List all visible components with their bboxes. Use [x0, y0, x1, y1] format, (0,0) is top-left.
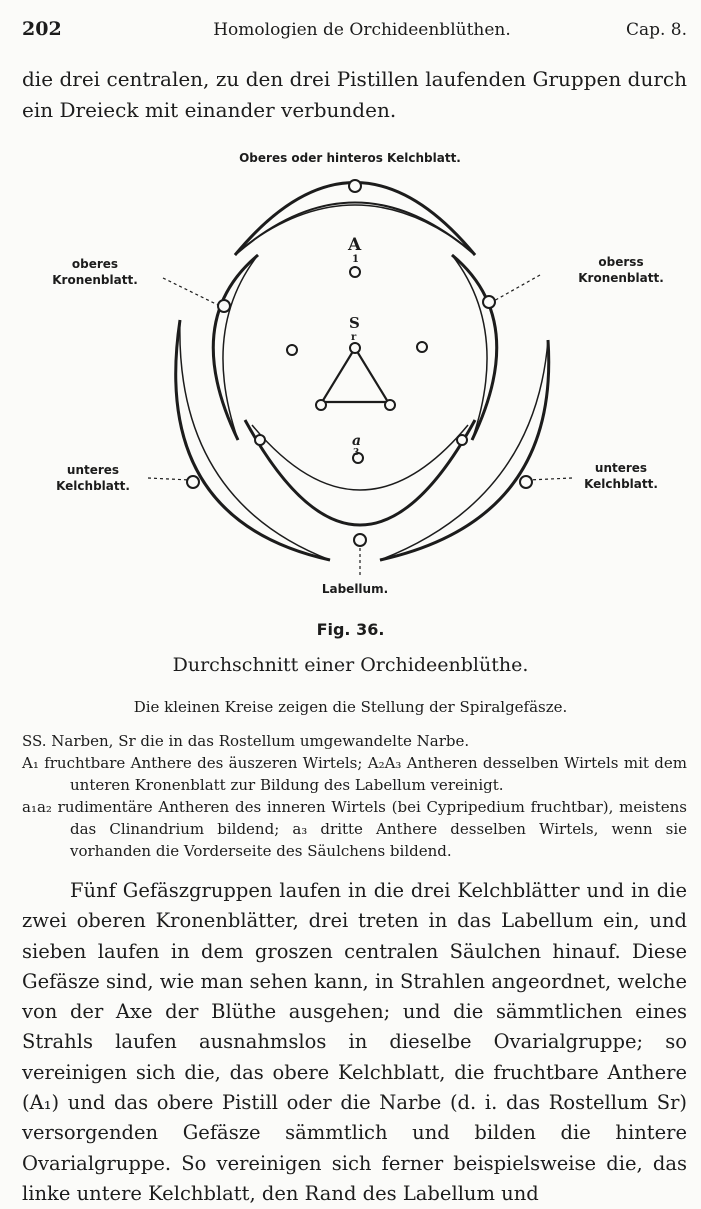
vessel-circle	[255, 435, 265, 445]
lower-right-sepal-crescent	[380, 340, 549, 560]
body-text	[22, 876, 687, 1209]
stigma-triangle	[322, 348, 388, 402]
label-upper-right-line: oberss Kronenblatt.	[578, 255, 664, 285]
label-upper-sepal: Oberes oder hinteros Kelchblatt.	[239, 151, 461, 165]
body-paragraph: Fünf Gefäszgruppen laufen in die drei Kelchblätter und in die zwei oberen Kronenblätter, drei treten in das Labellum ein, und sieben laufen in dem groszen centralen Säulchen hinauf. Diese Gefäsze sind, wie man sehen kann, in Strahlen angeordnet, welche von der Axe der Blüthe ausgehen; und die sämmtlichen eines Strahls laufen ausnahmslos in dieselbe Ovarialgruppe; so vereinigen sich die, das obere Kelchblatt, die fruchtbare Anthere (A₁) und das obere Pistill oder die Narbe (d. i. das Rostellum Sr) versorgenden Gefäsze sämmtlich und bilden die hintere Ovarialgruppe. So vereinigen sich ferner beispielsweise die, das linke untere Kelchblatt, den Rand des Labellum und	[22, 879, 687, 1205]
rostellum-r-mark: r	[351, 332, 357, 343]
anther-a3-sub: 3	[353, 448, 360, 458]
vessel-circle	[350, 343, 360, 353]
label-lower-right-line: unteres Kelchblatt.	[584, 461, 658, 491]
figure-caption: Durchschnitt einer Orchideenblüthe.	[172, 654, 529, 676]
vessel-circle	[483, 296, 495, 308]
anther-a1-mark: A	[348, 235, 362, 255]
legend-item: a₁a₂ rudimentäre Antheren des inneren Wirtels (bei Cypripedium fruchtbar), meistens das Clinandrium bildend; a₃ dritte Anthere desselben Wirtels, wenn sie vorhanden die Vorderseite des Säulchens bildend.	[22, 798, 687, 860]
label-upper-left-petal	[40, 256, 150, 288]
label-upper-right-petal	[566, 254, 676, 286]
chapter-label: Cap. 8.	[625, 20, 687, 40]
legend-item: SS. Narben, Sr die in das Rostellum umgewandelte Narbe.	[22, 732, 470, 750]
vessel-circle	[457, 435, 467, 445]
label-labellum: Labellum.	[321, 582, 389, 596]
label-lower-left-sepal	[38, 462, 148, 494]
label-lower-right-sepal	[566, 460, 676, 492]
vessel-circle	[187, 476, 199, 488]
intro-paragraph: die drei centralen, zu den drei Pistillen laufenden Gruppen durch ein Dreieck mit einander verbunden.	[22, 67, 687, 122]
figure-subcaption: Die kleinen Kreise zeigen die Stellung der Spiralgefäsze.	[133, 698, 568, 716]
vessel-circle	[354, 534, 366, 546]
vessel-circle	[520, 476, 532, 488]
page-number: 202	[22, 18, 62, 40]
figure-legend	[22, 730, 687, 862]
upper-left-petal-crescent	[213, 255, 258, 440]
vessel-circle	[218, 300, 230, 312]
vessel-circle	[417, 342, 427, 352]
upper-right-petal-crescent	[452, 255, 497, 440]
label-lower-left-line: unteres Kelchblatt.	[56, 463, 130, 493]
running-title: Homologien de Orchideenblüthen.	[213, 20, 511, 40]
vessel-circle	[316, 400, 326, 410]
anther-a3-mark: a	[352, 433, 362, 449]
vessel-circle	[287, 345, 297, 355]
figure-number: Fig. 36.	[316, 620, 385, 639]
legend-item: A₁ fruchtbare Anthere des äuszeren Wirtels; A₂A₃ Antheren desselben Wirtels mit dem unteren Kronenblatt zur Bildung des Labellum vereinigt.	[22, 754, 687, 794]
vessel-circle	[350, 267, 360, 277]
rostellum-s-mark: S	[349, 314, 360, 332]
vessel-circle	[385, 400, 395, 410]
vessel-circle	[349, 180, 361, 192]
label-upper-left-line: oberes Kronenblatt.	[52, 257, 138, 287]
anther-a1-sub: 1	[352, 254, 359, 265]
